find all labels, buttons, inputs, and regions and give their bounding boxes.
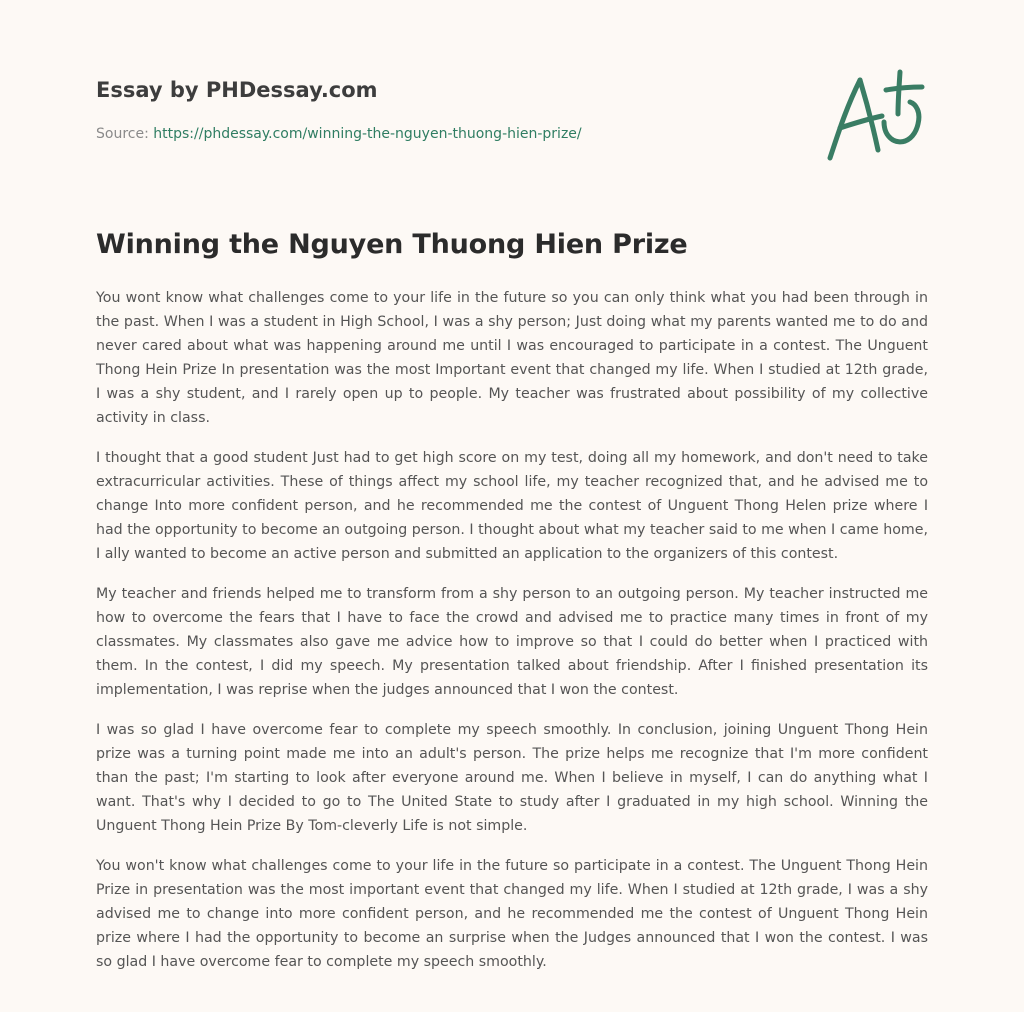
essay-title: Winning the Nguyen Thuong Hien Prize: [96, 229, 688, 260]
essay-paragraph: My teacher and friends helped me to transform from a shy person to an outgoing person. My teacher instructed me how to overcome the fears that I have to face the crowd and advised me to practice many times in front of my classmates. My classmates also gave me advice how to improve so that I could do better when I practiced with them. In the contest, I did my speech. My presentation talked about friendship. After I finished presentation its implementation, I was reprise when the judges announced that I won the contest.: [96, 586, 928, 698]
source-label: Source:: [96, 126, 154, 142]
site-title: Essay by PHDessay.com: [96, 78, 378, 102]
source-link[interactable]: https://phdessay.com/winning-the-nguyen-thuong-hien-prize/: [153, 126, 582, 142]
essay-paragraph: I was so glad I have overcome fear to complete my speech smoothly. In conclusion, joining Unguent Thong Hein prize was a turning point made me into an adult's person. The prize helps me recognize that I'm more confident than the past; I'm starting to look after everyone around me. When I believe in myself, I can do anything what I want. That's why I decided to go to The United State to study after I graduated in my high school. Winning the Unguent Thong Hein Prize By Tom-cleverly Life is not simple.: [96, 722, 928, 834]
source-line: [96, 124, 736, 144]
essay-paragraph: You won't know what challenges come to your life in the future so participate in a contest. The Unguent Thong Hein Prize in presentation was the most important event that changed my life. When I studied at 12th grade, I was a shy advised me to change into more confident person, and he recommended me the contest of Unguent Thong Hein prize where I had the opportunity to become an surprise when the Judges announced that I won the contest. I was so glad I have overcome fear to complete my speech smoothly.: [96, 858, 928, 970]
site-header: [96, 76, 736, 144]
essay-paragraph: You wont know what challenges come to your life in the future so you can only think what you had been through in the past. When I was a student in High School, I was a shy person; Just doing what my parents wanted me to do and never cared about what was happening around me until I was encouraged to participate in a contest. The Unguent Thong Hein Prize In presentation was the most Important event that changed my life. When I studied at 12th grade, I was a shy student, and I rarely open up to people. My teacher was frustrated about possibility of my collective activity in class.: [96, 290, 928, 426]
essay-body: [96, 286, 928, 990]
a-plus-grade-icon: [822, 66, 932, 166]
essay-paragraph: I thought that a good student Just had to get high score on my test, doing all my homework, and don't need to take extracurricular activities. These of things affect my school life, my teacher recognized that, and he advised me to change Into more confident person, and he recommended me the contest of Unguent Thong Helen prize where I had the opportunity to become an outgoing person. I thought about what my teacher said to me when I came home, I ally wanted to become an active person and submitted an application to the organizers of this contest.: [96, 450, 928, 562]
